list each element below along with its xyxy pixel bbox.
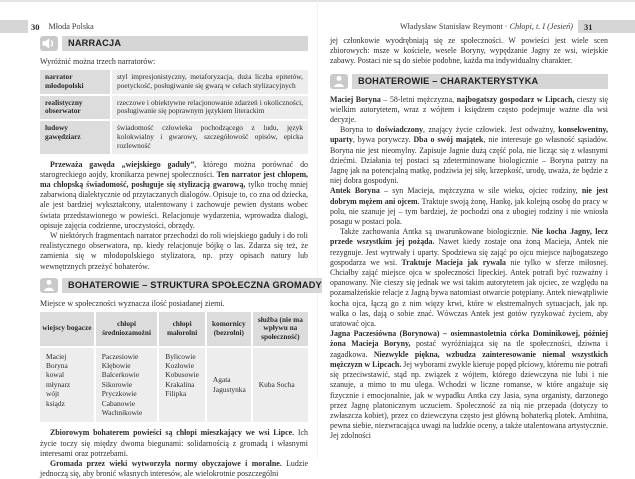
paragraph-gaweda: Przeważa gawęda „wiejskiego gaduły”, którego można porównać do starogreckiego aojdy, kronikarza pewnej społeczności. Ten narrator jest chłopem, ma chłopską świadomość, posługuje się stylizacją gwarową, tylko trochę mniej zabarwioną dialektycznie od przytaczanych dialogów. Opisuje to, co zna od dziecka, ale jest bardziej wykształcony, utalentowany i zachowuje pewien dystans wobec świata przedstawionego w powieści. Relacjonuje wydarzenia, wprowadza dialogi, opisuje zajęcia codzienne, uroczystości, obrzędy. (40, 159, 308, 230)
narrator-table (40, 70, 308, 154)
social-table-cell: Bylicowie Kozłowie Kobusowie Krakalina Filipka (159, 348, 205, 423)
running-head-author: Władysław Stanisław Reymont (399, 22, 503, 31)
person-icon (40, 278, 58, 293)
paragraph-jagna-1: Jagna Paczesiówna (Borynowa) – osiemnastoletnia córka Dominikowej, później żona Macieja Boryny, postać wyróżniająca się na tle społeczności, dziwna i zagadkowa. Niezwykle piękna, wzbudza zainteresowanie niemal wszystkich mężczyzn w Lipcach. Jej wyborami zwykle kieruje popęd płciowy, któremu nie potrafi się przeciwstawić, stąd np. związek z wójtem, którego dziewczyna nie lubi i nie szanuje, a mimo to mu ulega. Wchodzi w liczne romanse, w które angażuje się fizycznie i emocjonalnie, jak w wypadku Antka czy Jasia, syna organisty, darzonego przez Jagnę platonicznym uczuciem. Społeczność za nią nie przepada (dotyczy to zwłaszcza kobiet), przez co dziewczyna często jest główną bohaterką plotek. Ambitna, pewna siebie, niezwracająca uwagi na ludzkie oceny, a także utalentowana artystycznie. Jej zdolności (330, 329, 608, 441)
paragraph-narrator-roles: W niektórych fragmentach narrator przechodzi do roli wiejskiego gaduły i do roli realistycznego obserwatora, np. kiedy relacjonuje bójkę o las. Zdarza się też, że zamienia się w młodopolskiego stylizatora, np. przy opisach natury lub wewnętrznych przeżyć bohaterów. (40, 231, 308, 271)
struktura-intro: Miejsce w społeczności wyznacza ilość posiadanej ziemi. (40, 298, 225, 308)
social-table-header: chłopi średniozamożni (96, 312, 157, 346)
paragraph-maciej-2: Boryna to doświadczony, znający życie człowiek. Jest odważny, konsekwentny, uparty, bywa porywczy. Dba o swój majątek, nie interesuje go własność sąsiadów. Boryna nie jest nieomylny. Zapisuje Jagnie dużą część pola, nie licząc się z własnymi dziećmi. Działania tej postaci są zdeterminowane biologicznie – Boryna patrzy na Jagnę jak na potencjalną matkę, podziwia jej siłę, krzepkość, urodę, uważa, że będzie z niej dobra gospodyni. (330, 125, 609, 186)
social-table-header: służba (nie ma wpływu na społeczność) (253, 312, 308, 346)
paragraph-antek-1: Antek Boryna – syn Macieja, mężczyzna w sile wieku, ojciec rodziny, nie jest dobrym mężem ani ojcem. Traktuje swoją żonę, Hankę, jak kolejną osobę do pracy w polu, nie szanuje jej – tym bardziej, że pochodzi ona z ubogiej rodziny i nie wniosła posagu w postaci pola. (330, 186, 609, 227)
speaker-icon (40, 36, 58, 51)
section-title-struktura: BOHATEROWIE – STRUKTURA SPOŁECZNA GROMADY (62, 278, 322, 293)
running-head-title-right (400, 22, 573, 31)
page-edge-tab-right (578, 20, 635, 33)
social-table-header: chłopi małorolni (159, 312, 205, 346)
running-head-title-left: Młoda Polska (48, 22, 94, 31)
section-title-charakterystyka: BOHATEROWIE – CHARAKTERYSTYKA (352, 74, 608, 89)
social-table-cell: Kuba Socha (253, 348, 308, 423)
section-header-struktura (40, 278, 322, 293)
page-number-right: 31 (584, 21, 593, 32)
narrator-table-desc: styl impresjonistyczny, metaforyzacja, duża liczba epitetów, poetyckość, posługiwanie się gwarą w celach stylizacyjnych (112, 70, 308, 94)
narrator-table-label: realistyczny obserwator (40, 96, 110, 120)
paragraph-zbiorowy-bohater: Zbiorowym bohaterem powieści są chłopi mieszkający we wsi Lipce. Ich życie toczy się między dwoma biegunami: solidarnością z gromadą i własnymi interesami oraz potrzebami. (40, 428, 308, 458)
narrator-table-label: narrator młodopolski (40, 70, 110, 94)
page-number-left: 30 (31, 21, 40, 32)
social-table-cell: Paczesiowie Kłębowie Balcerkowie Sikorowie Pryczkowie Cabanowie Wachnikowie (96, 348, 157, 423)
section-header-narracja (40, 36, 308, 51)
paragraph-gromada: Gromada przez wieki wytworzyła normy obyczajowe i moralne. Ludzie jednoczą się, aby bronić własnych interesów, ale wielokrotnie poszczególni (40, 459, 308, 479)
narrator-table-desc: rzeczowe i obiektywne relacjonowanie zdarzeń i okoliczności, posługiwanie się poprawnym językiem literackim (112, 96, 308, 120)
running-head-left (0, 20, 317, 33)
paragraph-maciej-1: Maciej Boryna – 58-letni mężczyzna, najbogatszy gospodarz w Lipcach, cieszy się wielkim autorytetem, wraz z wójtem i księdzem często podejmuje ważne dla wsi decyzje. (330, 94, 608, 125)
paragraph-antek-2: Także zachowania Antka są uwarunkowane biologicznie. Nie kocha Jagny, lecz przede wszystkim jej pożąda. Nawet kiedy zostaje ona żoną Macieja, Antek nie rezygnuje. Jest wytrwały i uparty. Spodziewa się zająć po ojcu miejsce najbogatszego gospodarza we wsi. Traktuje Macieja jak rywala nie tylko w sferze miłosnej. Chciałby zająć miejsce ojca w społeczności lipeckiej. Antek potrafi być rozważny i opanowany. Nie cieszy się jednak we wsi takim autorytetem jak ojciec, ze względu na pozamałżeńskie relacje z Jagną bywa natomiast otwarcie potępiany. Antek niewątpliwie kocha ojca, łączą go z nim więzy krwi, które w ekstremalnych sytuacjach, jak np. walka o las, dają o sobie znać. Wówczas Antek jest gotów ryzykować życiem, aby uratować ojca. (330, 227, 608, 329)
narracja-intro: Wyróżnić można trzech narratorów: (40, 57, 156, 66)
narrator-table-desc: świadomość człowieka pochodzącego z ludu, język kolokwialny i gwarowy, szczegółowość opisów, epicka rozlewność (112, 121, 308, 153)
person-icon (330, 74, 348, 89)
social-structure-table (40, 312, 308, 423)
paragraph-continuation: jej członkowie wyodrębniają się ze społeczności. W powieści jest wiele scen zbiorowych: msze w kościele, wesele Boryny, wypędzanie Jagny ze wsi, wiejskie zabawy. Postaci nie są do siebie podobne, każda ma indywidualny charakter. (330, 36, 608, 66)
social-table-cell: Agata Jagustynka (207, 348, 251, 423)
section-title-narracja: NARRACJA (62, 36, 308, 51)
section-header-charakterystyka (330, 74, 608, 89)
social-table-cell: Maciej Boryna kowal młynarz wójt ksiądz (40, 348, 94, 423)
page-edge-tab-left (0, 20, 28, 33)
running-head-work: Chłopi, t. I (Jesień) (509, 22, 573, 31)
page-right (317, 0, 635, 458)
page-left-content (40, 36, 322, 479)
narrator-table-label: ludowy gawędziarz (40, 121, 110, 153)
running-head-right (317, 20, 635, 33)
social-table-header: komornicy (bezrolni) (207, 312, 251, 346)
running-head-separator: · (504, 22, 508, 31)
page-right-content (330, 36, 608, 442)
social-table-header: wiejscy bogacze (40, 312, 94, 346)
